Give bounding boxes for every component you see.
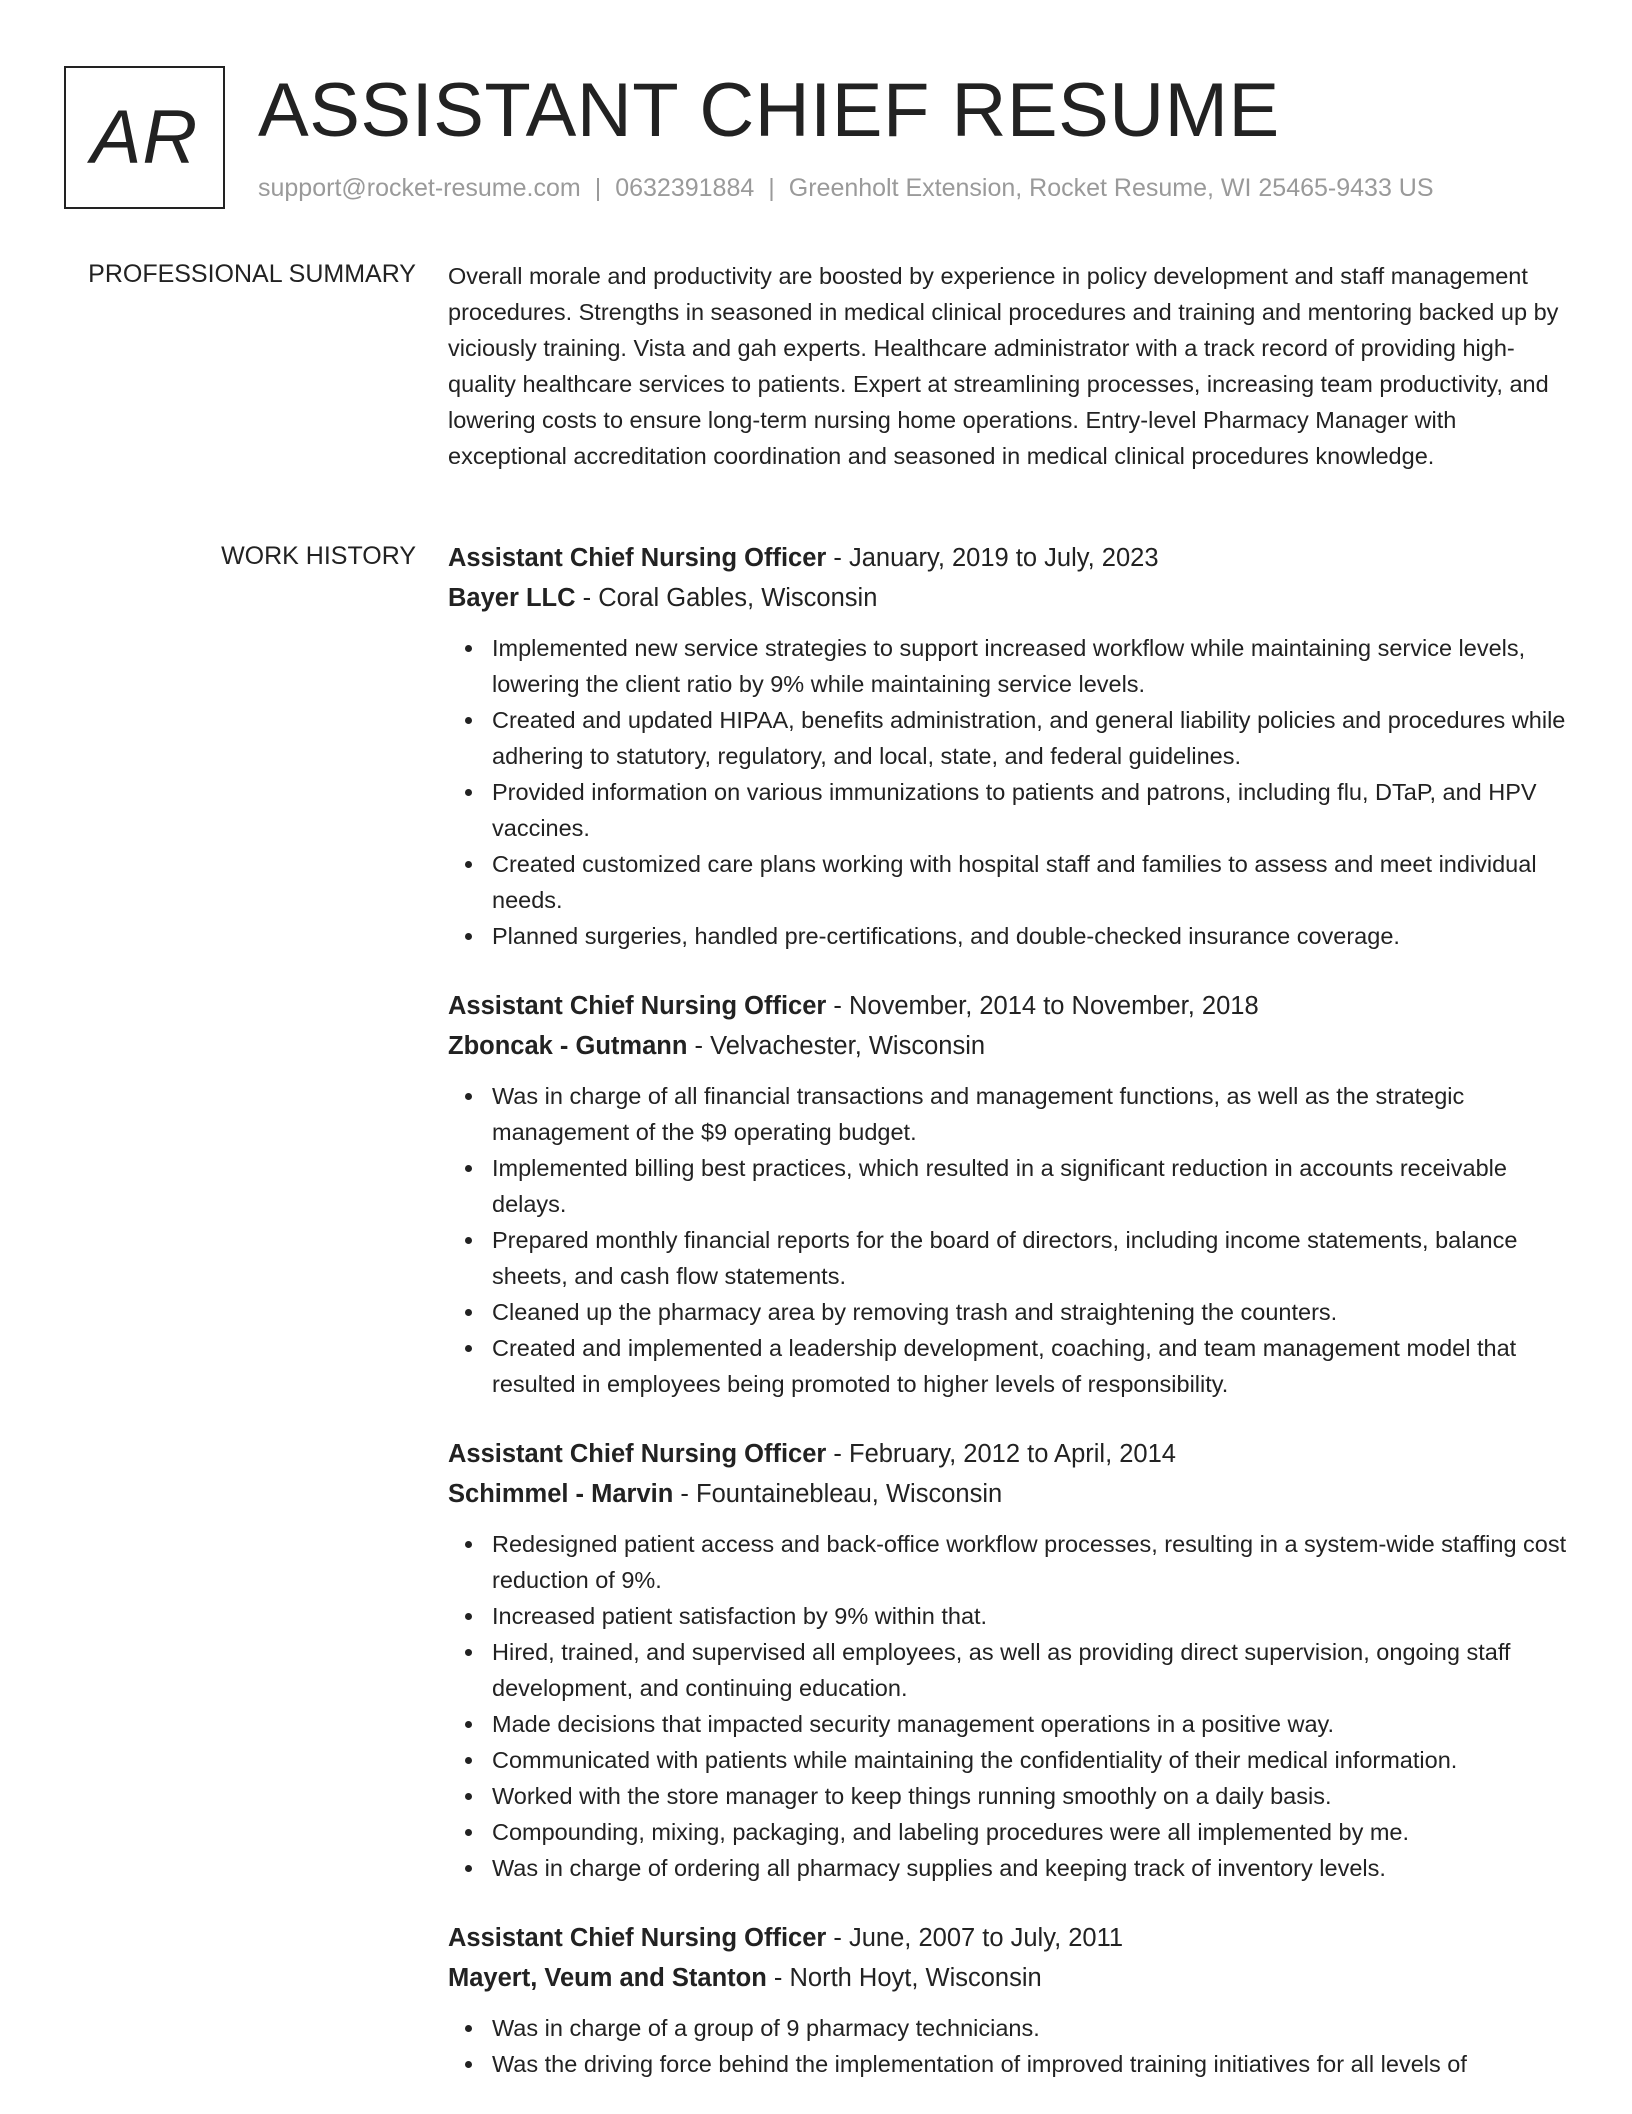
job-company: Mayert, Veum and Stanton [448,1964,767,1992]
job-bullet: Created and implemented a leadership development, coaching, and team management model that resulted in employees being promoted to higher levels of responsibility. [448,1330,1573,1402]
contact-address: Greenholt Extension, Rocket Resume, WI 25465-9433 US [788,174,1434,202]
job-bullet: Planned surgeries, handled pre-certifications, and double-checked insurance coverage. [448,918,1573,954]
job-bullet: Hired, trained, and supervised all employees, as well as providing direct supervision, ongoing staff development, and continuing education. [448,1634,1573,1706]
job-title: Assistant Chief Nursing Officer [448,992,827,1020]
job-bullet: Created customized care plans working with hospital staff and families to assess and meet individual needs. [448,846,1573,918]
contact-line [258,172,1434,204]
summary-text: Overall morale and productivity are boosted by experience in policy development and staff management procedures. Strengths in seasoned in medical clinical procedures and training and mentoring backed up by viciously training. Vista and gah experts. Healthcare administrator with a track record of providing high-quality healthcare services to patients. Expert at streamlining processes, increasing team productivity, and lowering costs to ensure long-term nursing home operations. Entry-level Pharmacy Manager with exceptional accreditation coordination and seasoned in medical clinical procedures knowledge. [448,263,1559,469]
job-bullet: Was in charge of ordering all pharmacy supplies and keeping track of inventory levels. [448,1850,1573,1886]
job-bullet: Made decisions that impacted security management operations in a positive way. [448,1706,1573,1742]
job-bullet: Prepared monthly financial reports for the board of directors, including income statements, balance sheets, and cash flow statements. [448,1222,1573,1294]
job-entry [448,538,1573,954]
job-bullet: Provided information on various immunizations to patients and patrons, including flu, DTaP, and HPV vaccines. [448,774,1573,846]
job-entry [448,1434,1573,1886]
job-location: - Fountainebleau, Wisconsin [673,1480,1003,1508]
job-bullet-list [448,1526,1573,1886]
job-title: Assistant Chief Nursing Officer [448,1924,827,1952]
job-bullet: Was in charge of a group of 9 pharmacy technicians. [448,2010,1573,2046]
job-title-line [448,1918,1573,1958]
job-company-line [448,1026,1573,1066]
summary-heading: PROFESSIONAL SUMMARY [88,260,416,288]
job-company: Schimmel - Marvin [448,1480,674,1508]
job-entry [448,1918,1573,2082]
job-company: Zboncak - Gutmann [448,1032,688,1060]
job-dates: - November, 2014 to November, 2018 [826,992,1259,1020]
job-bullet: Increased patient satisfaction by 9% within that. [448,1598,1573,1634]
job-bullet: Was in charge of all financial transactions and management functions, as well as the strategic management of the $9 operating budget. [448,1078,1573,1150]
job-title-line [448,986,1573,1026]
job-company: Bayer LLC [448,584,576,612]
contact-separator: | [594,174,602,202]
job-entry [448,986,1573,1402]
resume-title: ASSISTANT CHIEF RESUME [258,68,1280,153]
job-dates: - February, 2012 to April, 2014 [826,1440,1176,1468]
monogram-badge: AR [64,66,225,209]
contact-phone[interactable]: 0632391884 [615,174,755,202]
job-bullet: Created and updated HIPAA, benefits administration, and general liability policies and procedures while adhering to statutory, regulatory, and local, state, and federal guidelines. [448,702,1573,774]
job-list [448,538,1573,2114]
contact-email[interactable]: support@rocket-resume.com [258,174,581,202]
job-bullet: Implemented new service strategies to support increased workflow while maintaining service levels, lowering the client ratio by 9% while maintaining service levels. [448,630,1573,702]
job-bullet-list [448,1078,1573,1402]
job-location: - North Hoyt, Wisconsin [766,1964,1042,1992]
job-title-line [448,538,1573,578]
job-dates: - June, 2007 to July, 2011 [826,1924,1124,1952]
job-bullet: Cleaned up the pharmacy area by removing trash and straightening the counters. [448,1294,1573,1330]
job-company-line [448,578,1573,618]
job-bullet: Compounding, mixing, packaging, and labeling procedures were all implemented by me. [448,1814,1573,1850]
job-title-line [448,1434,1573,1474]
job-company-line [448,1474,1573,1514]
job-company-line [448,1958,1573,1998]
job-location: - Coral Gables, Wisconsin [575,584,878,612]
job-bullet-list [448,630,1573,954]
job-bullet: Redesigned patient access and back-office workflow processes, resulting in a system-wide staffing cost reduction of 9%. [448,1526,1573,1598]
job-location: - Velvachester, Wisconsin [687,1032,986,1060]
work-history-heading: WORK HISTORY [221,542,416,570]
job-bullet: Implemented billing best practices, which resulted in a significant reduction in accounts receivable delays. [448,1150,1573,1222]
resume-header [64,66,1604,211]
job-title: Assistant Chief Nursing Officer [448,1440,827,1468]
job-bullet: Communicated with patients while maintaining the confidentiality of their medical information. [448,1742,1573,1778]
job-dates: - January, 2019 to July, 2023 [826,544,1159,572]
job-bullet: Was the driving force behind the implementation of improved training initiatives for all levels of [448,2046,1573,2082]
job-bullet: Worked with the store manager to keep things running smoothly on a daily basis. [448,1778,1573,1814]
job-title: Assistant Chief Nursing Officer [448,544,827,572]
job-bullet-list [448,2010,1573,2082]
contact-separator: | [768,174,775,202]
